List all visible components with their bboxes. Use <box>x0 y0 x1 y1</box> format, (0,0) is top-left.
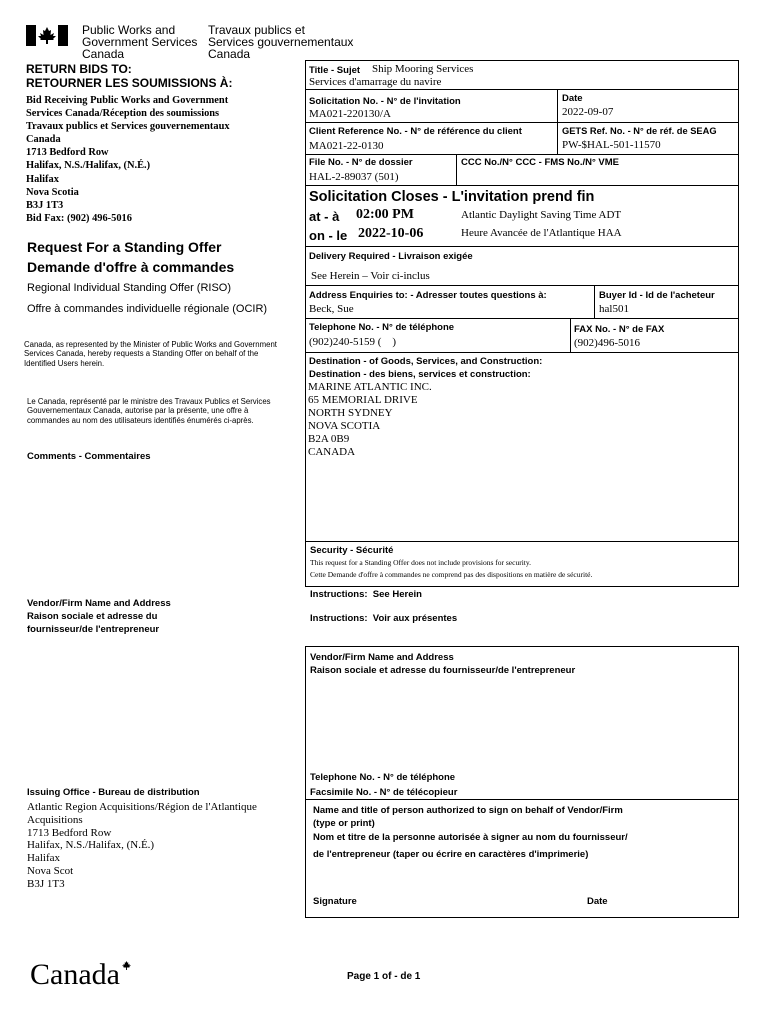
phone-value: (902)240-5159 ( ) <box>309 336 397 348</box>
closes-title: Solicitation Closes - L'invitation prend fin <box>309 189 595 205</box>
security-en: This request for a Standing Offer does not include provisions for security. <box>310 558 531 567</box>
destination-address-line: CANADA <box>308 446 356 459</box>
file-value: HAL-2-89037 (501) <box>309 171 399 183</box>
request-title-fr: Demande d'offre à commandes <box>27 259 235 275</box>
security-label: Security - Sécurité <box>310 545 394 556</box>
destination-address <box>308 381 432 460</box>
request-paragraph-en: Canada, as represented by the Minister of Public Works and Government Services Canada, hereby requests a Standing Offer on behalf of the Identified Users herein. <box>24 340 277 368</box>
request-title-en: Request For a Standing Offer <box>27 239 222 255</box>
solicitation-label: Solicitation No. - N° de l'invitation <box>309 96 461 107</box>
riso-fr: Offre à commandes individuelle régionale (OCIR) <box>27 303 268 315</box>
return-address-line: Bid Fax: (902) 496-5016 <box>26 212 132 224</box>
title-value-fr: Services d'amarrage du navire <box>309 76 442 88</box>
return-address-line: Canada <box>26 134 61 146</box>
vendor-phone-label: Telephone No. - N° de téléphone <box>310 772 456 783</box>
return-address-line: Travaux publics et Services gouvernementaux <box>26 121 230 133</box>
issuing-address-line: Acquisitions <box>27 813 83 826</box>
issuing-address-line: Atlantic Region Acquisitions/Région de l'Atlantique <box>27 801 257 813</box>
issuing-address-line: B3J 1T3 <box>27 877 65 890</box>
client-ref-label: Client Reference No. - N° de référence du client <box>309 126 522 137</box>
timezone-en: Atlantic Daylight Saving Time ADT <box>461 209 622 221</box>
destination-address-line: NORTH SYDNEY <box>308 407 393 420</box>
issuing-address-line: Nova Scot <box>27 864 74 877</box>
issuing-address-line: 1713 Bedford Row <box>27 826 112 839</box>
delivery-value: See Herein – Voir ci-inclus <box>311 270 430 282</box>
issuing-address-line: Halifax <box>27 852 60 865</box>
gets-label: GETS Ref. No. - N° de réf. de SEAG <box>562 126 717 136</box>
return-address-line: 1713 Bedford Row <box>26 147 109 159</box>
return-address-line: Halifax, N.S./Halifax, (N.É.) <box>26 160 151 172</box>
return-bids-title <box>26 62 232 90</box>
comments-label: Comments - Commentaires <box>27 451 151 462</box>
vendor-left-line: fournisseur/de l'entrepreneur <box>27 624 160 635</box>
buyer-label: Buyer Id - Id de l'acheteur <box>599 290 715 301</box>
security-fr: Cette Demande d'offre à commandes ne comprend pas des dispositions en matière de sécurité. <box>310 570 593 579</box>
request-paragraph-fr: Le Canada, représenté par le ministre des Travaux Publics et Services Gouvernementaux Canada, autorise par la présente, une offre à commandes au nom des utilisateurs identifiés énumérés ci-après. <box>27 397 271 425</box>
file-label: File No. - N° de dossier <box>309 157 413 168</box>
issuing-address-line: Halifax, N.S./Halifax, (N.É.) <box>27 839 155 852</box>
title-value-en: Ship Mooring Services <box>372 63 474 75</box>
page-number: Page 1 of - de 1 <box>347 971 421 982</box>
signatory-label-fr-2: de l'entrepreneur (taper ou écrire en caractères d'imprimerie) <box>313 849 589 860</box>
destination-label-en: Destination - of Goods, Services, and Construction: <box>309 356 543 367</box>
department-name-fr <box>208 24 353 60</box>
signatory-label-en-1: Name and title of person authorized to sign on behalf of Vendor/Firm <box>313 805 623 816</box>
destination-label-fr: Destination - des biens, services et construction: <box>309 369 531 380</box>
dept-fr-line: Canada <box>208 47 251 61</box>
instructions-fr: Instructions: Voir aux présentes <box>310 613 458 624</box>
title-label: Title - Sujet <box>309 65 361 76</box>
date-value: 2022-09-07 <box>562 106 614 118</box>
vendor-left-line: Vendor/Firm Name and Address <box>27 598 171 609</box>
dept-fr-line: Services gouvernementaux <box>208 35 354 49</box>
delivery-label: Delivery Required - Livraison exigée <box>309 251 473 262</box>
timezone-fr: Heure Avancée de l'Atlantique HAA <box>461 227 622 239</box>
at-label: at - à <box>309 209 340 224</box>
solicitation-value: MA021-220130/A <box>309 108 391 120</box>
destination-address-line: B2A 0B9 <box>308 433 350 446</box>
return-address-line: Nova Scotia <box>26 186 79 198</box>
signature-date-label: Date <box>587 896 608 907</box>
vendor-box-label-en: Vendor/Firm Name and Address <box>310 652 454 663</box>
canada-flag-icon <box>26 25 68 46</box>
instructions-en: Instructions: See Herein <box>310 589 422 600</box>
signatory-label-fr-1: Nom et titre de la personne autorisée à signer au nom du fournisseur/ <box>313 832 628 843</box>
buyer-value: hal501 <box>599 303 629 315</box>
fax-label: FAX No. - N° de FAX <box>574 324 665 335</box>
dept-en-line: Canada <box>82 47 125 61</box>
canada-wordmark-text: Canada <box>30 958 120 991</box>
client-ref-value: MA021-22-0130 <box>309 140 384 152</box>
return-bids-address <box>26 94 230 225</box>
request-title <box>27 237 234 277</box>
date-label: Date <box>562 93 583 104</box>
riso-en: Regional Individual Standing Offer (RISO) <box>27 282 232 294</box>
phone-label: Telephone No. - N° de téléphone <box>309 322 455 333</box>
vendor-left-label <box>27 597 171 636</box>
dept-en-line: Government Services <box>82 35 198 49</box>
return-bids-en: RETURN BIDS TO: <box>26 62 132 76</box>
signature-label: Signature <box>313 896 357 907</box>
destination-address-line: NOVA SCOTIA <box>308 420 381 433</box>
return-address-line: Halifax <box>26 173 59 185</box>
return-address-line: B3J 1T3 <box>26 199 64 211</box>
return-address-line: Services Canada/Réception des soumissions <box>26 108 220 120</box>
on-label: on - le <box>309 228 348 243</box>
ccc-label: CCC No./N° CCC - FMS No./N° VME <box>461 157 620 168</box>
fax-value: (902)496-5016 <box>574 337 640 349</box>
flag-icon <box>122 961 131 970</box>
issuing-office-label: Issuing Office - Bureau de distribution <box>27 787 200 798</box>
gets-value: PW-$HAL-501-11570 <box>562 139 661 151</box>
destination-address-line: MARINE ATLANTIC INC. <box>308 381 432 393</box>
issuing-office-address <box>27 801 257 891</box>
dept-en-line: Public Works and <box>82 23 176 37</box>
flag-logo <box>26 25 68 46</box>
destination-address-line: 65 MEMORIAL DRIVE <box>308 394 418 407</box>
close-date: 2022-10-06 <box>358 226 424 241</box>
vendor-box-label-fr: Raison sociale et adresse du fournisseur/de l'entrepreneur <box>310 665 576 676</box>
canada-wordmark <box>30 958 120 992</box>
vendor-left-line: Raison sociale et adresse du <box>27 611 158 622</box>
dept-fr-line: Travaux publics et <box>208 23 305 37</box>
return-bids-fr: RETOURNER LES SOUMISSIONS À: <box>26 76 233 90</box>
enquiries-label: Address Enquiries to: - Adresser toutes questions à: <box>309 290 547 301</box>
return-address-line: Bid Receiving Public Works and Government <box>26 95 229 106</box>
enquiries-value: Beck, Sue <box>309 303 354 315</box>
signatory-label-en-2: (type or print) <box>313 818 375 829</box>
department-name-en <box>82 24 197 60</box>
close-time: 02:00 PM <box>356 207 414 222</box>
vendor-fax-label: Facsimile No. - N° de télécopieur <box>310 787 458 798</box>
